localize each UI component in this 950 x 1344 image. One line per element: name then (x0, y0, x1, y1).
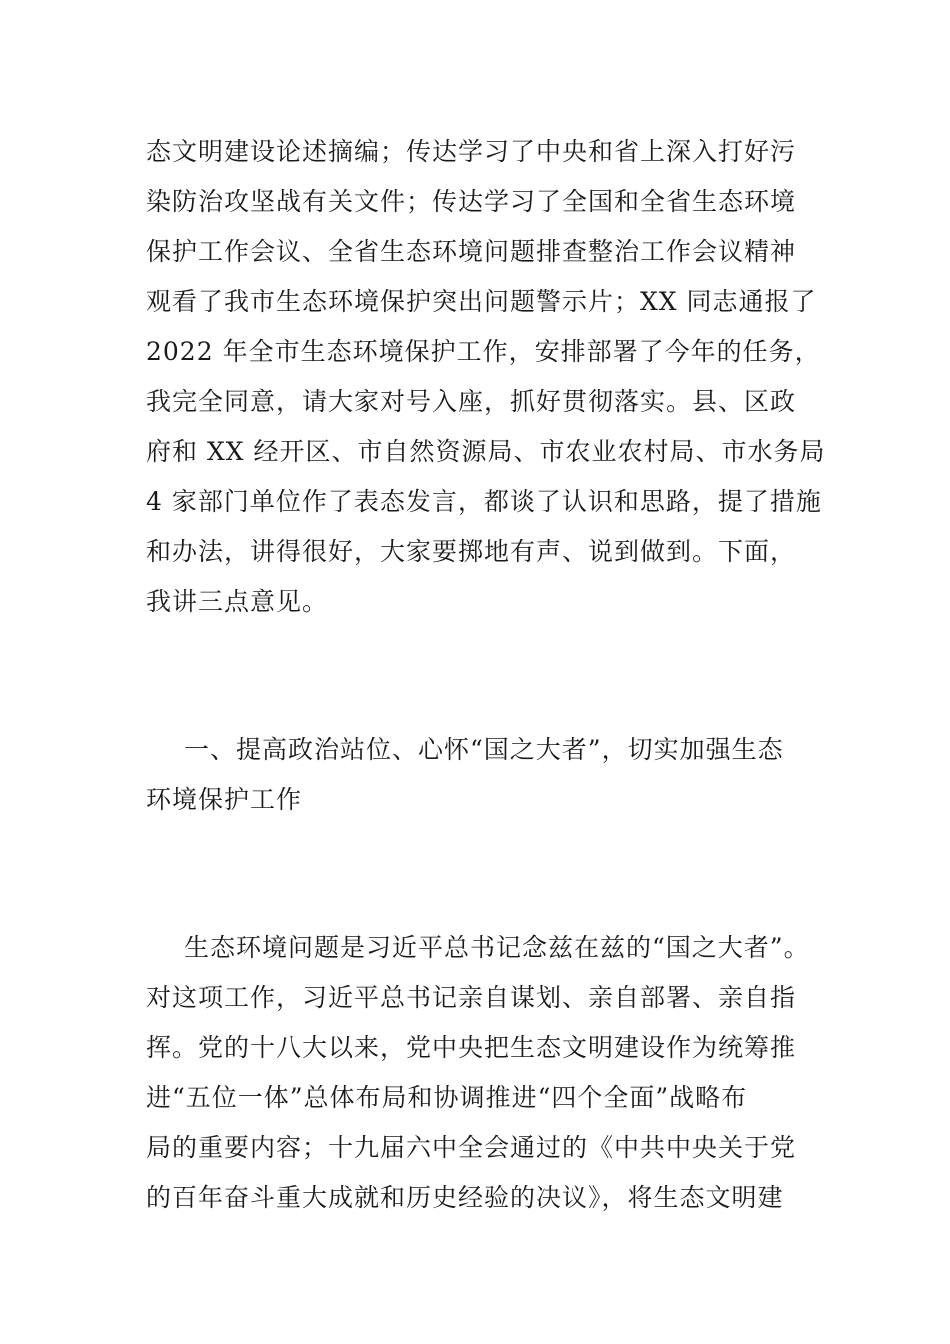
paragraph-line: 我完全同意，请大家对号入座，抓好贯彻落实。县、区政 (146, 387, 797, 416)
paragraph-line: 挥。党的十八大以来，党中央把生态文明建设作为统筹推 (146, 1033, 797, 1062)
heading-line: 一、提高政治站位、心怀“国之大者”，切实加强生态 (184, 735, 784, 764)
paragraph-line: 进“五位一体”总体布局和协调推进“四个全面”战略布 (146, 1083, 748, 1112)
paragraph-line: 对这项工作，习近平总书记亲自谋划、亲自部署、亲自指 (146, 983, 797, 1012)
paragraph-line: 和办法，讲得很好，大家要掷地有声、说到做到。下面， (146, 537, 797, 566)
paragraph-line: 2022 年全市生态环境保护工作，安排部署了今年的任务， (146, 337, 821, 366)
paragraph-line: 生态环境问题是习近平总书记念兹在兹的“国之大者”。 (184, 933, 810, 962)
paragraph-line: 4 家部门单位作了表态发言，都谈了认识和思路，提了措施 (146, 487, 822, 516)
paragraph-line: 局的重要内容；十九届六中全会通过的《中共中央关于党 (146, 1133, 797, 1162)
paragraph-line: 我讲三点意见。 (146, 587, 329, 616)
paragraph-line: 染防治攻坚战有关文件；传达学习了全国和全省生态环境 (146, 187, 797, 216)
paragraph-line: 态文明建设论述摘编；传达学习了中央和省上深入打好污 (146, 137, 797, 166)
paragraph-line: 的百年奋斗重大成就和历史经验的决议》，将生态文明建 (146, 1183, 784, 1212)
paragraph-line: 府和 XX 经开区、市自然资源局、市农业农村局、市水务局 (146, 437, 826, 466)
heading-line: 环境保护工作 (146, 785, 303, 814)
paragraph-line: 保护工作会议、全省生态环境问题排查整治工作会议精神 (146, 237, 797, 266)
paragraph-line: 观看了我市生态环境保护突出问题警示片；XX 同志通报了 (146, 287, 817, 316)
